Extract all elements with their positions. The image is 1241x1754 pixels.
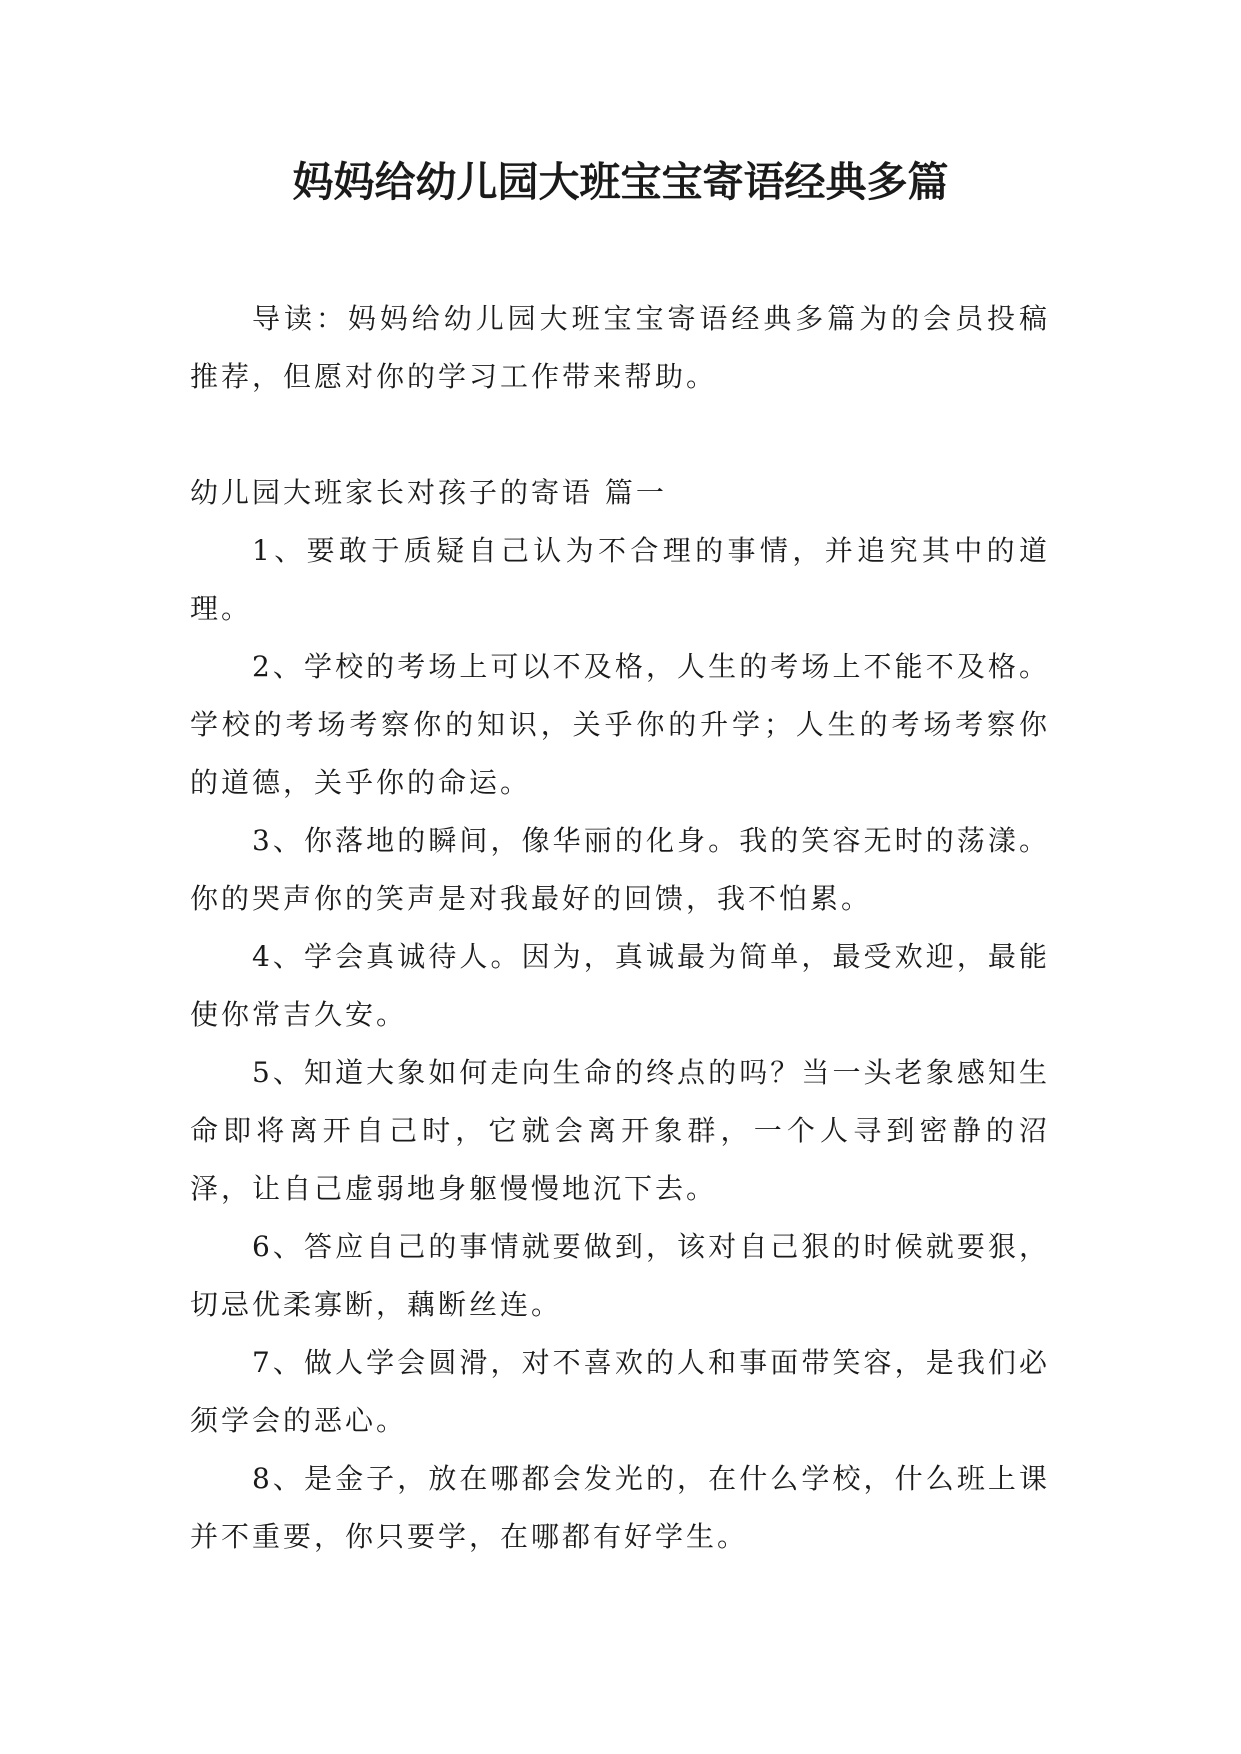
- list-item: 7、做人学会圆滑，对不喜欢的人和事面带笑容，是我们必须学会的恶心。: [190, 1346, 1050, 1437]
- list-item: 3、你落地的瞬间，像华丽的化身。我的笑容无时的荡漾。你的哭声你的笑声是对我最好的回馈，我不怕累。: [190, 824, 1050, 915]
- list-item: 8、是金子，放在哪都会发光的，在什么学校，什么班上课并不重要，你只要学，在哪都有好学生。: [190, 1462, 1050, 1553]
- list-item: 6、答应自己的事情就要做到，该对自己狠的时候就要狠，切忌优柔寡断，藕断丝连。: [190, 1230, 1050, 1321]
- document-title: 妈妈给幼儿园大班宝宝寄语经典多篇: [292, 158, 949, 206]
- section-heading: 幼儿园大班家长对孩子的寄语 篇一: [190, 476, 667, 509]
- list-item: 4、学会真诚待人。因为，真诚最为简单，最受欢迎，最能使你常吉久安。: [190, 940, 1050, 1031]
- document-body: [190, 290, 1050, 1566]
- intro-paragraph: 导读：妈妈给幼儿园大班宝宝寄语经典多篇为的会员投稿推荐，但愿对你的学习工作带来帮助。: [190, 302, 1050, 393]
- list-item: 5、知道大象如何走向生命的终点的吗？当一头老象感知生命即将离开自己时，它就会离开象群，一个人寻到密静的沼泽，让自己虚弱地身躯慢慢地沉下去。: [190, 1056, 1050, 1205]
- list-item: 1、要敢于质疑自己认为不合理的事情，并追究其中的道理。: [190, 534, 1050, 625]
- list-item: 2、学校的考场上可以不及格，人生的考场上不能不及格。学校的考场考察你的知识，关乎你的升学；人生的考场考察你的道德，关乎你的命运。: [190, 650, 1050, 799]
